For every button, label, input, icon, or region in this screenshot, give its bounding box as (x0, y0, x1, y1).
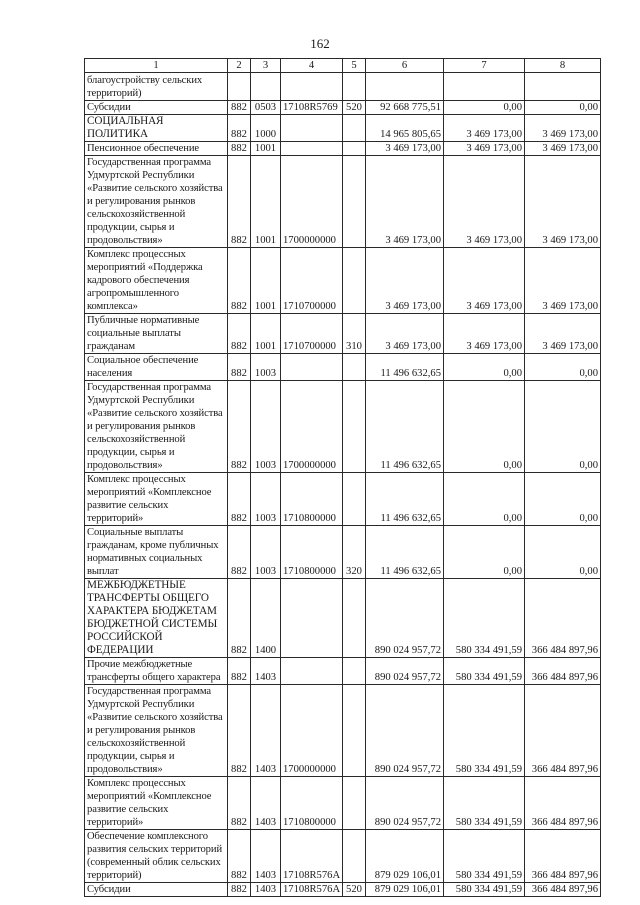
cell-amount-7: 580 334 491,59 (444, 685, 525, 777)
cell-amount-6: 92 668 775,51 (366, 101, 444, 115)
cell-amount-8: 0,00 (525, 101, 601, 115)
table-row (85, 830, 601, 883)
cell-amount-8: 366 484 897,96 (525, 777, 601, 830)
cell-admin: 882 (228, 658, 251, 685)
table-row (85, 101, 601, 115)
cell-admin: 882 (228, 248, 251, 314)
cell-amount-7: 3 469 173,00 (444, 115, 525, 142)
col-header-8: 8 (525, 59, 601, 73)
cell-amount-7: 580 334 491,59 (444, 658, 525, 685)
cell-target-article: 1710800000 (281, 526, 343, 579)
cell-amount-6: 11 496 632,65 (366, 381, 444, 473)
cell-amount-8: 3 469 173,00 (525, 115, 601, 142)
cell-admin: 882 (228, 381, 251, 473)
cell-amount-7: 3 469 173,00 (444, 248, 525, 314)
cell-amount-6: 890 024 957,72 (366, 685, 444, 777)
cell-expense-type (343, 156, 366, 248)
row-name: Государственная программа Удмуртской Республики «Развитие сельского хозяйства и регулирования рынков сельскохозяйственной продукции, сырья и продовольствия» (85, 156, 228, 248)
cell-expense-type (343, 777, 366, 830)
cell-section: 1001 (251, 156, 281, 248)
cell-amount-8: 0,00 (525, 473, 601, 526)
table-row (85, 115, 601, 142)
cell-amount-8: 0,00 (525, 354, 601, 381)
col-header-3: 3 (251, 59, 281, 73)
row-name: благоустройству сельских территорий) (85, 73, 228, 101)
cell-expense-type (343, 248, 366, 314)
cell-expense-type (343, 73, 366, 101)
cell-amount-8: 366 484 897,96 (525, 658, 601, 685)
table-row (85, 658, 601, 685)
cell-expense-type (343, 354, 366, 381)
row-name: Пенсионное обеспечение (85, 142, 228, 156)
table-row (85, 248, 601, 314)
cell-amount-8: 366 484 897,96 (525, 685, 601, 777)
cell-target-article (281, 73, 343, 101)
cell-section (251, 73, 281, 101)
cell-amount-6: 14 965 805,65 (366, 115, 444, 142)
cell-section: 1003 (251, 354, 281, 381)
table-row (85, 73, 601, 101)
cell-amount-6: 879 029 106,01 (366, 830, 444, 883)
table-row (85, 526, 601, 579)
cell-amount-7: 580 334 491,59 (444, 777, 525, 830)
cell-section: 1003 (251, 473, 281, 526)
cell-target-article: 1710700000 (281, 248, 343, 314)
cell-amount-8: 3 469 173,00 (525, 142, 601, 156)
cell-target-article: 1710800000 (281, 473, 343, 526)
cell-amount-8: 3 469 173,00 (525, 248, 601, 314)
cell-amount-8: 366 484 897,96 (525, 830, 601, 883)
cell-section: 1001 (251, 248, 281, 314)
cell-amount-7: 3 469 173,00 (444, 142, 525, 156)
cell-amount-7: 0,00 (444, 473, 525, 526)
table-row (85, 314, 601, 354)
cell-section: 1001 (251, 314, 281, 354)
cell-target-article: 1700000000 (281, 381, 343, 473)
table-row (85, 156, 601, 248)
cell-amount-8: 0,00 (525, 526, 601, 579)
cell-admin: 882 (228, 354, 251, 381)
cell-expense-type (343, 579, 366, 658)
cell-section: 1403 (251, 658, 281, 685)
cell-amount-6 (366, 73, 444, 101)
table-row (85, 354, 601, 381)
cell-amount-6: 879 029 106,01 (366, 883, 444, 897)
row-name: Комплекс процессных мероприятий «Комплексное развитие сельских территорий» (85, 473, 228, 526)
cell-target-article: 17108R576A (281, 883, 343, 897)
cell-amount-7: 580 334 491,59 (444, 579, 525, 658)
cell-admin: 882 (228, 685, 251, 777)
cell-admin: 882 (228, 473, 251, 526)
cell-admin (228, 73, 251, 101)
cell-amount-6: 3 469 173,00 (366, 156, 444, 248)
cell-amount-6: 11 496 632,65 (366, 473, 444, 526)
cell-section: 0503 (251, 101, 281, 115)
cell-amount-7: 3 469 173,00 (444, 314, 525, 354)
col-header-4: 4 (281, 59, 343, 73)
cell-amount-6: 890 024 957,72 (366, 658, 444, 685)
cell-amount-8: 3 469 173,00 (525, 314, 601, 354)
table-row (85, 473, 601, 526)
cell-section: 1403 (251, 830, 281, 883)
cell-amount-8 (525, 73, 601, 101)
cell-section: 1001 (251, 142, 281, 156)
cell-section: 1000 (251, 115, 281, 142)
cell-admin: 882 (228, 115, 251, 142)
cell-section: 1403 (251, 777, 281, 830)
cell-target-article (281, 579, 343, 658)
cell-amount-6: 11 496 632,65 (366, 354, 444, 381)
cell-admin: 882 (228, 142, 251, 156)
table-row (85, 777, 601, 830)
cell-amount-7: 0,00 (444, 101, 525, 115)
cell-amount-8: 0,00 (525, 381, 601, 473)
col-header-5: 5 (343, 59, 366, 73)
table-row (85, 579, 601, 658)
cell-target-article (281, 142, 343, 156)
row-name: СОЦИАЛЬНАЯ ПОЛИТИКА (85, 115, 228, 142)
table-row (85, 142, 601, 156)
col-header-7: 7 (444, 59, 525, 73)
cell-target-article (281, 115, 343, 142)
col-header-6: 6 (366, 59, 444, 73)
cell-admin: 882 (228, 579, 251, 658)
cell-admin: 882 (228, 526, 251, 579)
cell-amount-6: 890 024 957,72 (366, 777, 444, 830)
row-name: Прочие межбюджетные трансферты общего характера (85, 658, 228, 685)
row-name: Комплекс процессных мероприятий «Комплексное развитие сельских территорий» (85, 777, 228, 830)
row-name: Обеспечение комплексного развития сельских территорий (современный облик сельских территорий) (85, 830, 228, 883)
row-name: Социальное обеспечение населения (85, 354, 228, 381)
cell-target-article (281, 354, 343, 381)
cell-amount-7 (444, 73, 525, 101)
cell-expense-type (343, 830, 366, 883)
cell-amount-7: 0,00 (444, 354, 525, 381)
row-name: Субсидии (85, 101, 228, 115)
cell-admin: 882 (228, 314, 251, 354)
row-name: МЕЖБЮДЖЕТНЫЕ ТРАНСФЕРТЫ ОБЩЕГО ХАРАКТЕРА БЮДЖЕТАМ БЮДЖЕТНОЙ СИСТЕМЫ РОССИЙСКОЙ ФЕДЕРАЦИИ (85, 579, 228, 658)
cell-amount-7: 0,00 (444, 381, 525, 473)
row-name: Социальные выплаты гражданам, кроме публичных нормативных социальных выплат (85, 526, 228, 579)
cell-section: 1403 (251, 883, 281, 897)
budget-table (84, 58, 601, 897)
cell-admin: 882 (228, 156, 251, 248)
cell-amount-6: 11 496 632,65 (366, 526, 444, 579)
cell-target-article: 1700000000 (281, 156, 343, 248)
table-row (85, 883, 601, 897)
table-row (85, 381, 601, 473)
cell-amount-7: 580 334 491,59 (444, 883, 525, 897)
cell-admin: 882 (228, 777, 251, 830)
cell-amount-8: 3 469 173,00 (525, 156, 601, 248)
cell-expense-type (343, 381, 366, 473)
col-header-1: 1 (85, 59, 228, 73)
cell-amount-8: 366 484 897,96 (525, 579, 601, 658)
cell-amount-6: 3 469 173,00 (366, 142, 444, 156)
cell-admin: 882 (228, 101, 251, 115)
cell-section: 1400 (251, 579, 281, 658)
cell-admin: 882 (228, 883, 251, 897)
cell-amount-6: 3 469 173,00 (366, 248, 444, 314)
cell-expense-type (343, 473, 366, 526)
cell-expense-type (343, 142, 366, 156)
cell-target-article: 1700000000 (281, 685, 343, 777)
row-name: Субсидии (85, 883, 228, 897)
cell-expense-type (343, 685, 366, 777)
cell-amount-7: 0,00 (444, 526, 525, 579)
cell-amount-7: 3 469 173,00 (444, 156, 525, 248)
row-name: Публичные нормативные социальные выплаты гражданам (85, 314, 228, 354)
cell-admin: 882 (228, 830, 251, 883)
cell-expense-type: 520 (343, 883, 366, 897)
page-number: 162 (310, 36, 330, 51)
cell-expense-type (343, 115, 366, 142)
cell-expense-type (343, 658, 366, 685)
cell-expense-type: 520 (343, 101, 366, 115)
col-header-2: 2 (228, 59, 251, 73)
cell-amount-6: 890 024 957,72 (366, 579, 444, 658)
cell-section: 1403 (251, 685, 281, 777)
cell-expense-type: 310 (343, 314, 366, 354)
row-name: Комплекс процессных мероприятий «Поддержка кадрового обеспечения агропромышленного комплекса» (85, 248, 228, 314)
cell-amount-6: 3 469 173,00 (366, 314, 444, 354)
cell-amount-8: 366 484 897,96 (525, 883, 601, 897)
cell-amount-7: 580 334 491,59 (444, 830, 525, 883)
header-row (85, 59, 601, 73)
cell-expense-type: 320 (343, 526, 366, 579)
table-row (85, 685, 601, 777)
cell-target-article: 1710700000 (281, 314, 343, 354)
cell-target-article: 17108R576A (281, 830, 343, 883)
cell-target-article: 17108R5769 (281, 101, 343, 115)
cell-section: 1003 (251, 381, 281, 473)
row-name: Государственная программа Удмуртской Республики «Развитие сельского хозяйства и регулирования рынков сельскохозяйственной продукции, сырья и продовольствия» (85, 381, 228, 473)
cell-target-article (281, 658, 343, 685)
cell-target-article: 1710800000 (281, 777, 343, 830)
row-name: Государственная программа Удмуртской Республики «Развитие сельского хозяйства и регулирования рынков сельскохозяйственной продукции, сырья и продовольствия» (85, 685, 228, 777)
cell-section: 1003 (251, 526, 281, 579)
